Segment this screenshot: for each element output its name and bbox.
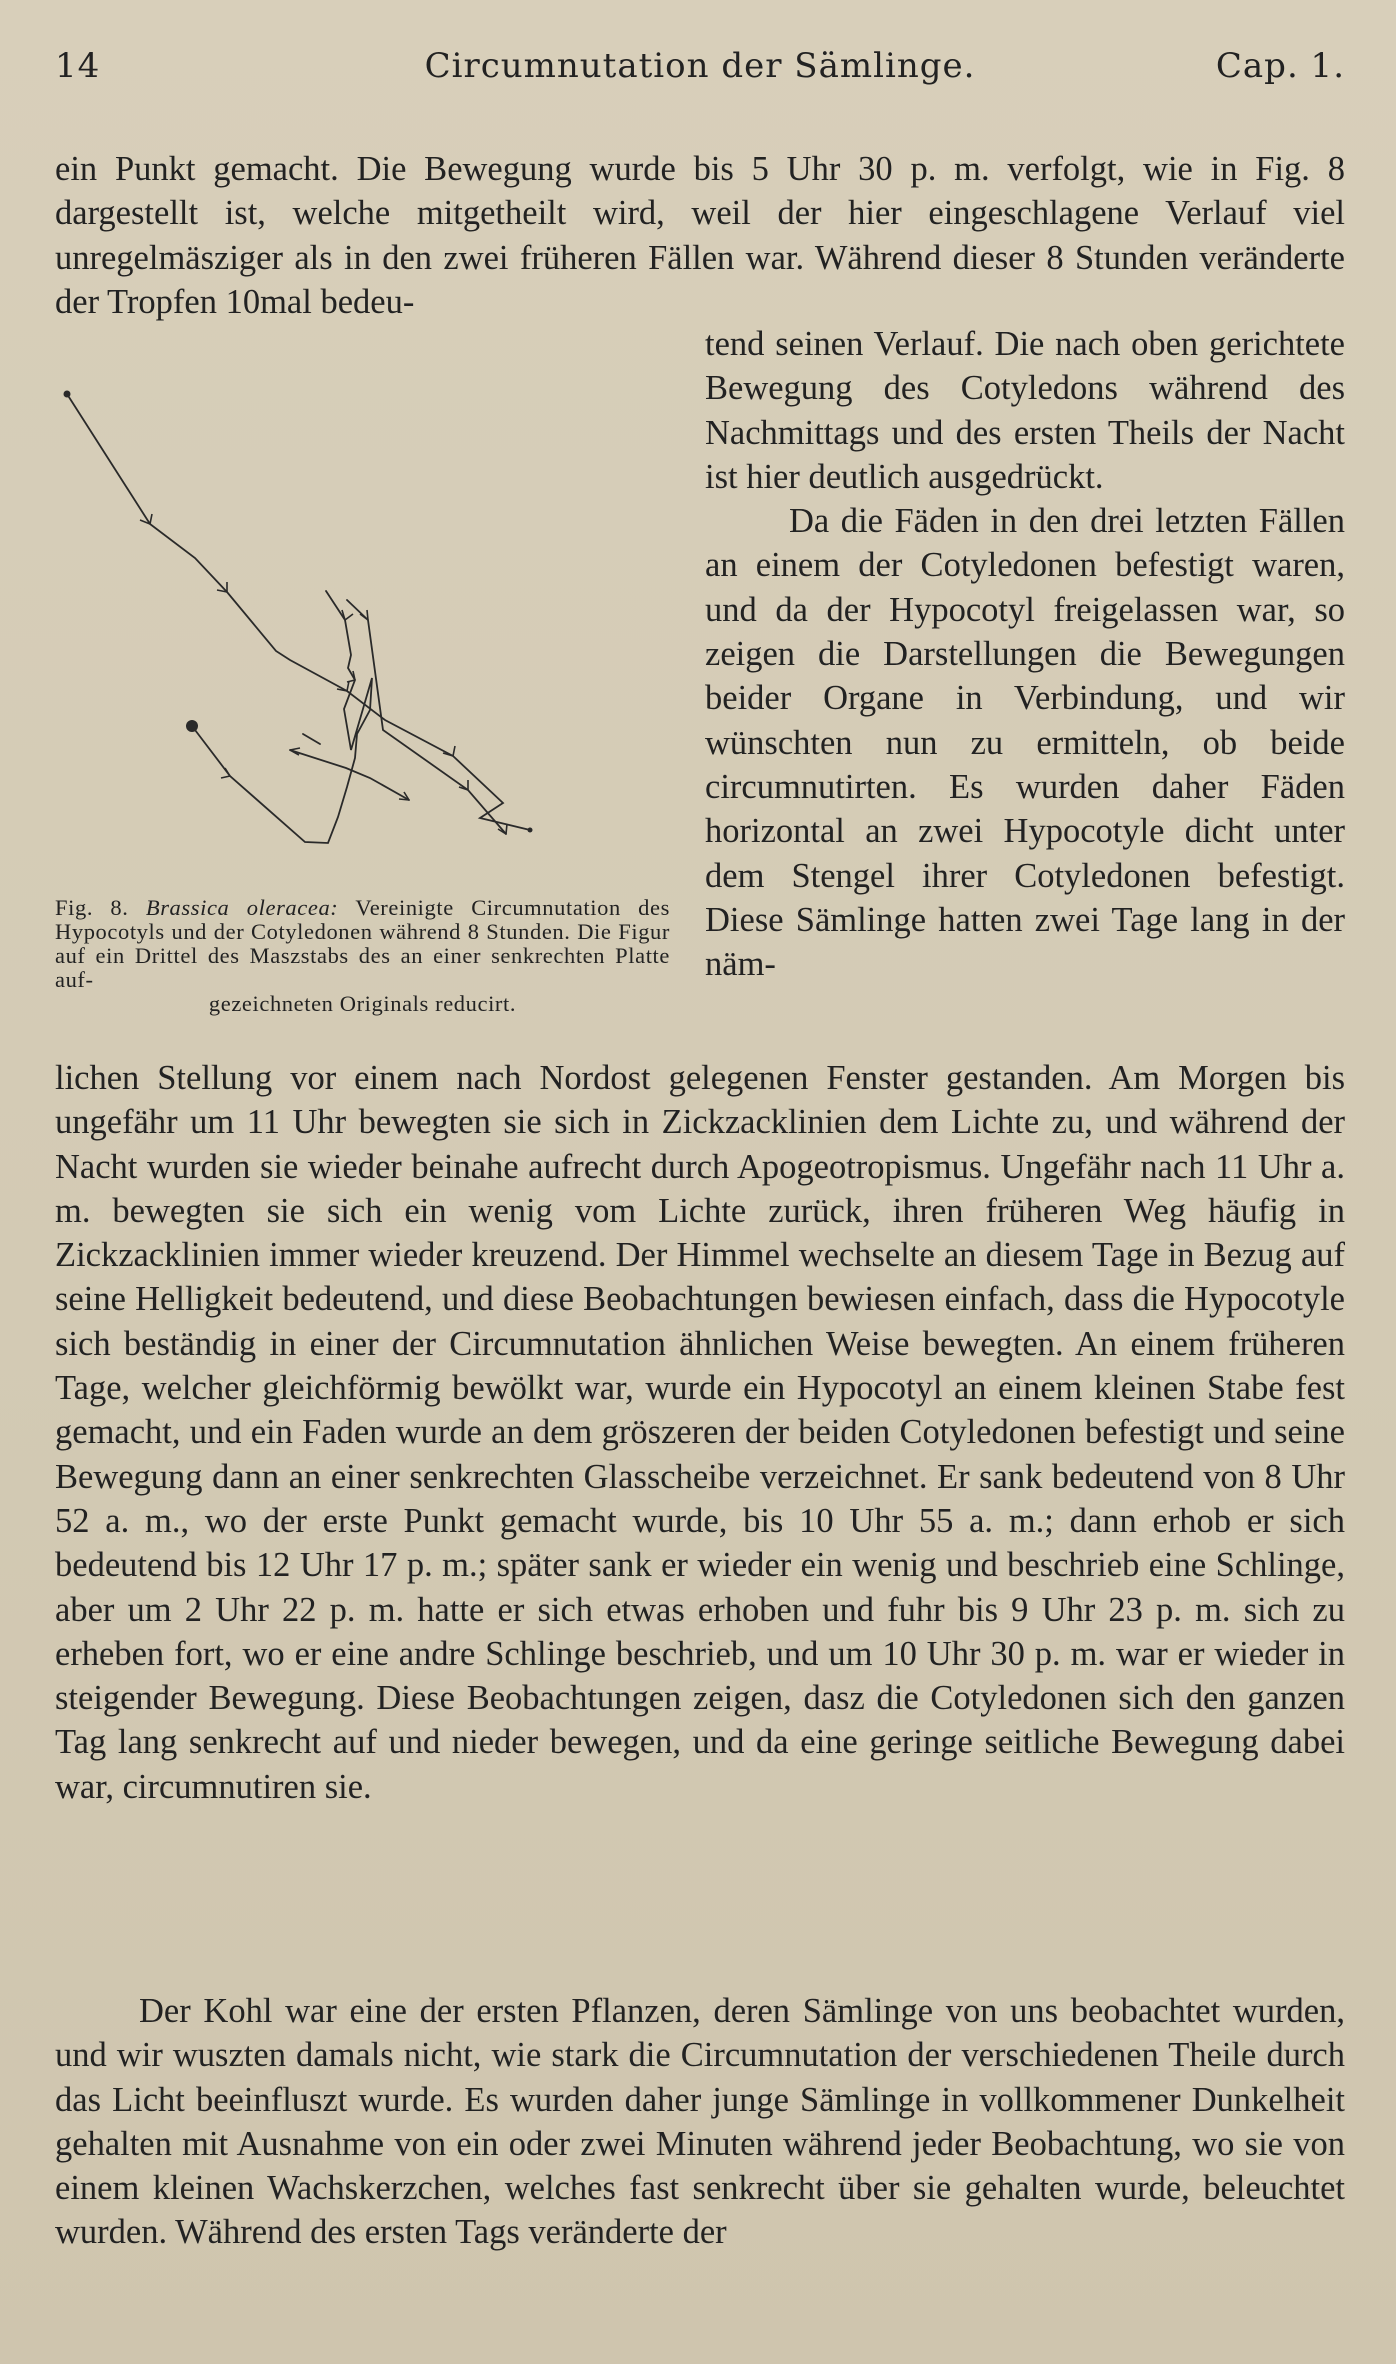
chapter-label: Cap. 1.	[1215, 46, 1345, 86]
circumnutation-trace	[55, 372, 685, 892]
paragraph-text: tend seinen Verlauf. Die nach oben gerichtete Bewegung des Cotyledons während des Nachmittags und des ersten Theils der Nacht ist hier deutlich ausgedrückt.	[705, 325, 1345, 496]
paragraph-text: Da die Fäden in den drei letzten Fällen an einem der Cotyledonen befestigt waren, und da der Hypocotyl freigelassen war, so zeigen die Darstellungen die Bewegungen beider Organe in Verbindung, und wir wünschten nun zu ermitteln, ob beide circumnutirten. Es wurden daher Fäden horizontal an zwei Hypocotyle dicht unter dem Stengel ihrer Cotyledonen befestigt. Diese Sämlinge hatten zwei Tage lang in der näm-	[705, 502, 1345, 984]
figure-caption	[55, 896, 670, 1016]
caption-text: Vereinigte Circumnutation des Hypocotyls und der Cotyledonen während 8 Stunden. Die Figur auf ein Drittel des Maszstabs des an einer senkrechten Platte auf-	[55, 895, 670, 992]
caption-last-line: gezeichneten Originals reducirt.	[208, 991, 517, 1016]
caption-species: Brassica oleracea:	[145, 895, 339, 920]
paragraph-text: Der Kohl war eine der ersten Pflanzen, deren Sämlinge von uns beobachtet wurden, und wir wuszten damals nicht, wie stark die Circumnutation der verschiedenen Theile durch das Licht beeinfluszt wurde. Es wurden daher junge Sämlinge in vollkommener Dunkelheit gehalten mit Ausnahme von ein oder zwei Minuten während jeder Beobachtung, wo sie von einem kleinen Wachskerzchen, welches fast senkrecht über sie gehalten wurde, beleuchtet wurden. Während des ersten Tags veränderte der	[55, 1992, 1345, 2252]
paragraph-text: lichen Stellung vor einem nach Nordost gelegenen Fenster gestanden. Am Morgen bis ungefähr um 11 Uhr bewegten sie sich in Zickzacklinien dem Lichte zu, und während der Nacht wurden sie wieder beinahe aufrecht durch Apogeotropismus. Ungefähr nach 11 Uhr a. m. bewegten sie sich ein wenig vom Lichte zurück, ihren früheren Weg häufig in Zickzacklinien immer wieder kreuzend. Der Himmel wechselte an diesem Tage in Bezug auf seine Helligkeit bedeutend, und diese Beobachtungen bewiesen einfach, dass die Hypocotyle sich beständig in einer der Circumnutation ähnlichen Weise bewegten. An einem früheren Tage, welcher gleichförmig bewölkt war, wurde ein Hypocotyl an einem kleinen Stabe fest gemacht, und ein Faden wurde an dem gröszeren der beiden Cotyledonen befestigt und seine Bewegung dann an einer senkrechten Glasscheibe verzeichnet. Er sank bedeutend von 8 Uhr 52 a. m., wo der erste Punkt gemacht wurde, bis 10 Uhr 55 a. m.; dann erhob er sich bedeutend bis 12 Uhr 17 p. m.; später sank er wieder ein wenig und beschrieb eine Schlinge, aber um 2 Uhr 22 p. m. hatte er sich etwas erhoben und fuhr bis 9 Uhr 23 p. m. sich zu erheben fort, wo er eine andre Schlinge beschrieb, und um 10 Uhr 30 p. m. war er wieder in steigender Bewegung. Diese Beobachtungen zeigen, dasz die Cotyledonen sich den ganzen Tag lang senkrecht auf und nieder bewegen, und da eine geringe seitliche Bewegung dabei war, circumnutiren sie.	[55, 1059, 1345, 1806]
running-title: Circumnutation der Sämlinge.	[424, 46, 976, 86]
paragraph-top	[55, 147, 1345, 324]
figure-8-movement-diagram	[55, 372, 685, 892]
paragraph-full-width	[55, 1056, 1345, 1809]
caption-label: Fig. 8.	[55, 895, 129, 920]
paragraph-last	[55, 1989, 1345, 2255]
paragraph-text: ein Punkt gemacht. Die Bewegung wurde bis 5 Uhr 30 p. m. verfolgt, wie in Fig. 8 dargestellt ist, welche mitgetheilt wird, weil der hier eingeschlagene Verlauf viel unregelmäsziger als in den zwei früheren Fällen war. Während dieser 8 Stunden veränderte der Tropfen 10mal bedeu-	[55, 150, 1345, 321]
text-column-right	[705, 322, 1345, 986]
page-number: 14	[55, 46, 101, 86]
page-header	[55, 46, 1345, 92]
